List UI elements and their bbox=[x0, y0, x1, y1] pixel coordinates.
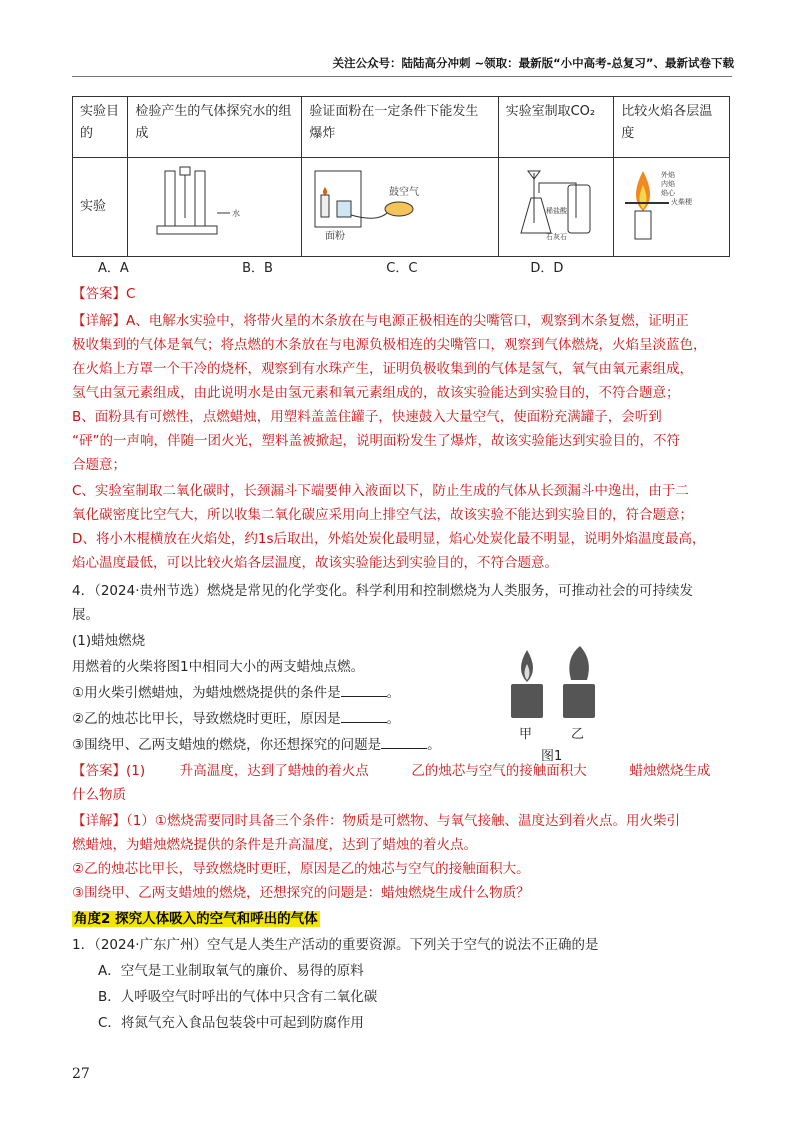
electrolysis-apparatus-illustration bbox=[135, 163, 285, 243]
question-4-item: ②乙的烛芯比甲长，导致燃烧时更旺，原因是 。 bbox=[72, 711, 401, 727]
table-cell: 比较火焰各层温度 bbox=[614, 97, 730, 158]
candle-jia-label: 甲 bbox=[519, 727, 533, 742]
question-4-stem: 4．（2024·贵州节选）燃烧是常见的化学变化。科学利用和控制燃烧为人类服务，可推动社会的可持续发 bbox=[72, 583, 693, 599]
page-header: 关注公众号：陆陆高分冲刺 ~领取：最新版“小中高考-总复习”、最新试卷下载 bbox=[332, 56, 734, 70]
detail-1-line: C、实验室制取二氧化碳时，长颈漏斗下端要伸入液面以下，防止生成的气体从长颈漏斗中逸出，由于二 bbox=[72, 483, 689, 499]
detail-1-line: “砰”的一声响，伴随一团火光，塑料盖被掀起，说明面粉发生了爆炸，故该实验能达到实验目的，不符 bbox=[72, 433, 680, 449]
flame-layers-illustration bbox=[621, 163, 721, 243]
detail-1-line: 合题意； bbox=[72, 457, 126, 473]
inner-flame-label: 内焰 bbox=[661, 180, 676, 188]
question-1-option-c: C．将氮气充入食品包装袋中可起到防腐作用 bbox=[98, 1015, 364, 1031]
table-cell-image-flour bbox=[302, 158, 498, 257]
answer-blank bbox=[341, 684, 387, 697]
candle-figure bbox=[505, 640, 615, 765]
question-4-stem: 展。 bbox=[72, 607, 99, 623]
table-cell-image-co2 bbox=[498, 158, 614, 257]
answer-2-cont: 什么物质 bbox=[72, 787, 126, 803]
table-cell: 实验目的 bbox=[73, 97, 128, 158]
answer-blank bbox=[341, 710, 387, 723]
co2-apparatus-illustration bbox=[506, 163, 606, 243]
matchstick-label: 火柴梗 bbox=[671, 198, 693, 206]
option-c: C．C bbox=[386, 261, 418, 276]
table-cell: 实验室制取CO₂ bbox=[498, 97, 614, 158]
page-number: 27 bbox=[72, 1066, 90, 1082]
question-4-item: ①用火柴引燃蜡烛，为蜡烛燃烧提供的条件是 。 bbox=[72, 685, 401, 701]
section-angle-heading: 角度2 探究人体吸入的空气和呼出的气体 bbox=[74, 911, 318, 927]
option-b: B．B bbox=[242, 261, 273, 276]
detail-1-line: 焰心温度最低，可以比较火焰各层温度，故该实验能达到实验目的，不符合题意。 bbox=[72, 555, 558, 571]
option-d: D．D bbox=[530, 261, 564, 276]
flour-label: 面粉 bbox=[325, 231, 346, 242]
answer-1: 【答案】C bbox=[72, 286, 136, 302]
question-1-option-a: A．空气是工业制取氧气的廉价、易得的原料 bbox=[98, 963, 364, 979]
detail-1-line: 氢气由氢元素组成，由此说明水是由氢元素和氧元素组成的，故该实验能达到实验目的，不符合题意； bbox=[72, 385, 680, 401]
detail-2-line: 【详解】（1）①燃烧需要同时具备三个条件：物质是可燃物、与氧气接触、温度达到着火点。用火柴引 bbox=[72, 813, 680, 829]
option-a: A．A bbox=[98, 261, 129, 276]
question-4-sub: (1)蜡烛燃烧 bbox=[72, 633, 146, 649]
table-cell: 检验产生的气体探究水的组成 bbox=[128, 97, 302, 158]
question-4-intro: 用燃着的火柴将图1中相同大小的两支蜡烛点燃。 bbox=[72, 659, 365, 675]
question-1-option-b: B．人呼吸空气时呼出的气体中只含有二氧化碳 bbox=[98, 989, 378, 1005]
detail-1-line: 氧化碳密度比空气大，所以收集二氧化碳应采用向上排空气法，故该实验不能达到实验目的，符合题意； bbox=[72, 507, 693, 523]
header-divider bbox=[72, 76, 732, 77]
answer-blank bbox=[381, 736, 427, 749]
question-4-item: ③围绕甲、乙两支蜡烛的燃烧，你还想探究的问题是 。 bbox=[72, 737, 441, 753]
acid-label: 稀盐酸 bbox=[545, 207, 567, 215]
experiment-table bbox=[72, 96, 730, 257]
detail-1-line: B、面粉具有可燃性，点燃蜡烛，用塑料盖盖住罐子，快速鼓入大量空气，使面粉充满罐子，会听到 bbox=[72, 409, 662, 425]
detail-1-line: 在火焰上方罩一个干冷的烧杯，观察到有水珠产生，证明负极收集到的气体是氢气，氧气由氧元素组成， bbox=[72, 361, 693, 377]
question-1-stem: 1．（2024·广东广州）空气是人类生产活动的重要资源。下列关于空气的说法不正确的是 bbox=[72, 937, 599, 953]
detail-1-line: 【详解】A、电解水实验中，将带火星的木条放在与电源正极相连的尖嘴管口，观察到木条复燃，证明正 bbox=[72, 313, 689, 329]
candle-yi-label: 乙 bbox=[571, 727, 585, 742]
detail-2-line: ②乙的烛芯比甲长，导致燃烧时更旺，原因是乙的烛芯与空气的接触面积大。 bbox=[72, 861, 530, 877]
flame-core-label: 焰心 bbox=[661, 189, 676, 197]
outer-flame-label: 外焰 bbox=[661, 171, 676, 179]
limestone-label: 石灰石 bbox=[545, 233, 567, 241]
detail-2-line: 燃蜡烛，为蜡烛燃烧提供的条件是升高温度，达到了蜡烛的着火点。 bbox=[72, 837, 477, 853]
options-row bbox=[98, 257, 563, 276]
flour-explosion-illustration bbox=[309, 163, 474, 243]
detail-1-line: D、将小木棍横放在火焰处，约1s后取出，外焰处炭化最明显，焰心处炭化最不明显，说明外焰温度最高， bbox=[72, 531, 706, 547]
table-cell: 验证面粉在一定条件下能发生爆炸 bbox=[302, 97, 498, 158]
blow-air-label: 鼓空气 bbox=[389, 187, 420, 198]
water-label: 水 bbox=[232, 209, 241, 218]
answer-2: 【答案】(1) 升高温度，达到了蜡烛的着火点 乙的烛芯与空气的接触面积大 蜡烛燃烧生成 bbox=[72, 763, 711, 779]
detail-2-line: ③围绕甲、乙两支蜡烛的燃烧，还想探究的问题是：蜡烛燃烧生成什么物质？ bbox=[72, 885, 530, 901]
table-cell-image-flame bbox=[614, 158, 730, 257]
detail-1-line: 极收集到的气体是氧气；将点燃的木条放在与电源负极相连的尖嘴管口，观察到气体燃烧，火焰呈淡蓝色， bbox=[72, 337, 707, 353]
table-cell: 实验 bbox=[73, 158, 128, 257]
table-cell-image-electrolysis bbox=[128, 158, 302, 257]
figure-caption: 图1 bbox=[541, 749, 563, 764]
